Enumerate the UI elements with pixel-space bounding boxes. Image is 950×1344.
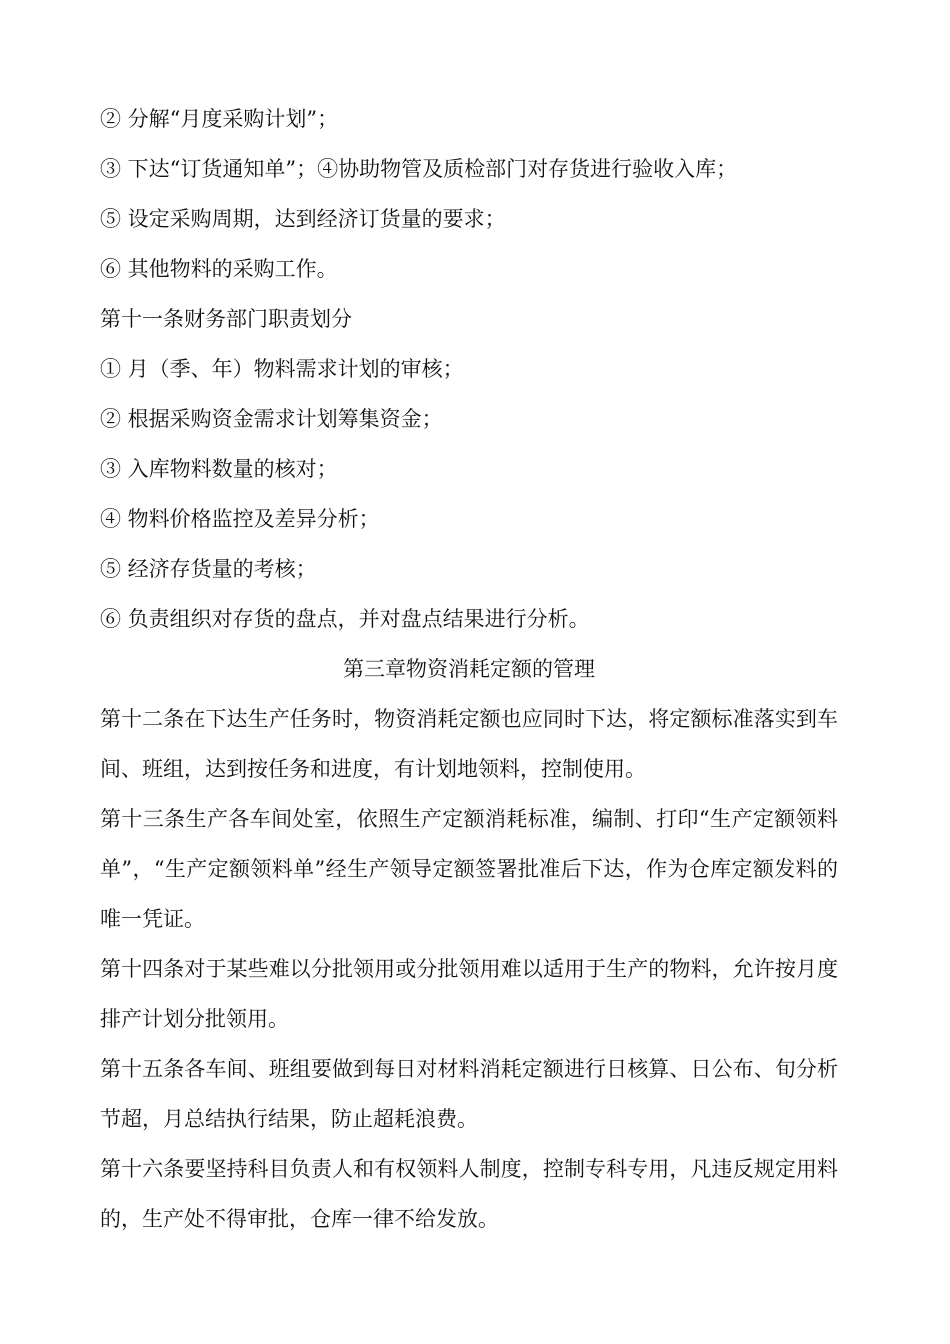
list-item: ⑤ 设定采购周期，达到经济订货量的要求； xyxy=(100,207,506,231)
article-paragraph: 第十三条生产各车间处室，依照生产定额消耗标准，编制、打印“生产定额领料单”，“生产定额领料单”经生产领导定额签署批准后下达，作为仓库定额发料的唯一凭证。 xyxy=(100,807,838,931)
list-item: ② 分解“月度采购计划”； xyxy=(100,107,339,131)
article-paragraph: 第十二条在下达生产任务时，物资消耗定额也应同时下达，将定额标准落实到车间、班组，达到按任务和进度，有计划地领料，控制使用。 xyxy=(100,707,838,781)
list-item: ① 月（季、年）物料需求计划的审核； xyxy=(100,357,464,381)
document-body xyxy=(100,94,838,1244)
list-item: ⑤ 经济存货量的考核； xyxy=(100,557,317,581)
list-item: ⑥ 其他物料的采购工作。 xyxy=(100,257,338,281)
list-item: ⑥ 负责组织对存货的盘点，并对盘点结果进行分析。 xyxy=(100,607,590,631)
article-heading: 第十一条财务部门职责划分 xyxy=(100,307,352,331)
article-paragraph: 第十四条对于某些难以分批领用或分批领用难以适用于生产的物料，允许按月度排产计划分批领用。 xyxy=(100,957,838,1031)
list-item: ③ 入库物料数量的核对； xyxy=(100,457,338,481)
chapter-title: 第三章物资消耗定额的管理 xyxy=(343,657,595,681)
list-item: ④ 物料价格监控及差异分析； xyxy=(100,507,380,531)
list-item: ② 根据采购资金需求计划筹集资金； xyxy=(100,407,443,431)
list-item: ③ 下达“订货通知单”；④协助物管及质检部门对存货进行验收入库； xyxy=(100,157,738,181)
article-paragraph: 第十五条各车间、班组要做到每日对材料消耗定额进行日核算、日公布、旬分析节超，月总结执行结果，防止超耗浪费。 xyxy=(100,1057,838,1131)
article-paragraph: 第十六条要坚持科目负责人和有权领料人制度，控制专科专用，凡违反规定用料的，生产处不得审批，仓库一律不给发放。 xyxy=(100,1157,838,1231)
